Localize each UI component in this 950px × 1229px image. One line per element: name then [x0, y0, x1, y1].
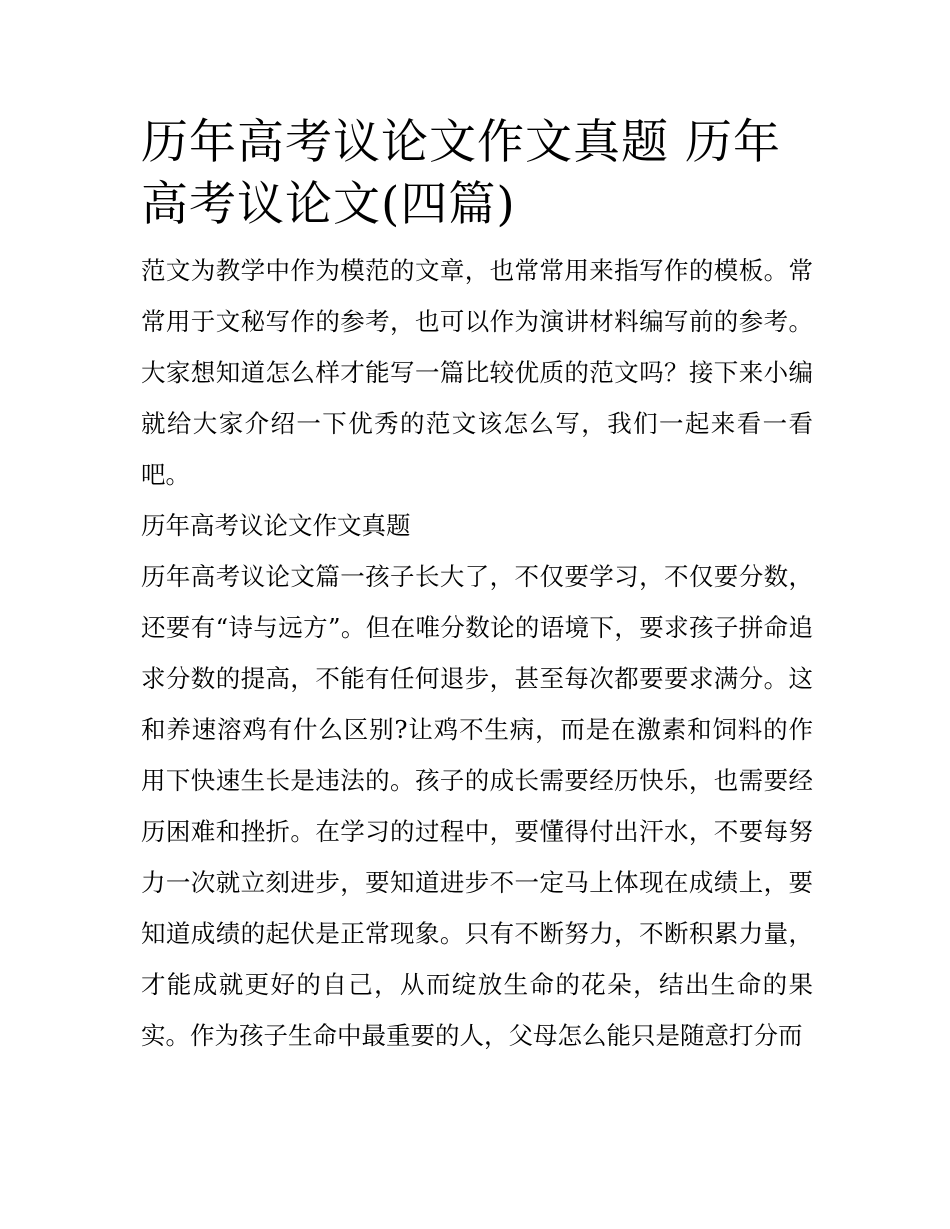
section-heading: 历年高考议论文作文真题 — [141, 511, 411, 540]
document-content — [141, 112, 813, 1061]
body-paragraph: 历年高考议论文篇一孩子长大了，不仅要学习，不仅要分数，还要有“诗与远方”。但在唯分数论的语境下，要求孩子拼命追求分数的提高，不能有任何退步，甚至每次都要要求满分。这和养速溶鸡有什么区别?让鸡不生病，而是在激素和饲料的作用下快速生长是违法的。孩子的成长需要经历快乐，也需要经历困难和挫折。在学习的过程中，要懂得付出汗水，不要每努力一次就立刻进步，要知道进步不一定马上体现在成绩上，要知道成绩的起伏是正常现象。只有不断努力，不断积累力量，才能成就更好的自己，从而绽放生命的花朵，结出生命的果实。作为孩子生命中最重要的人，父母怎么能只是随意打分而 — [141, 562, 813, 1050]
document-title: 历年高考议论文作文真题 历年高考议论文(四篇) — [141, 115, 781, 232]
intro-paragraph: 范文为教学中作为模范的文章，也常常用来指写作的模板。常常用于文秘写作的参考，也可以作为演讲材料编写前的参考。大家想知道怎么样才能写一篇比较优质的范文吗？接下来小编就给大家介绍一下优秀的范文该怎么写，我们一起来看一看吧。 — [141, 256, 813, 489]
